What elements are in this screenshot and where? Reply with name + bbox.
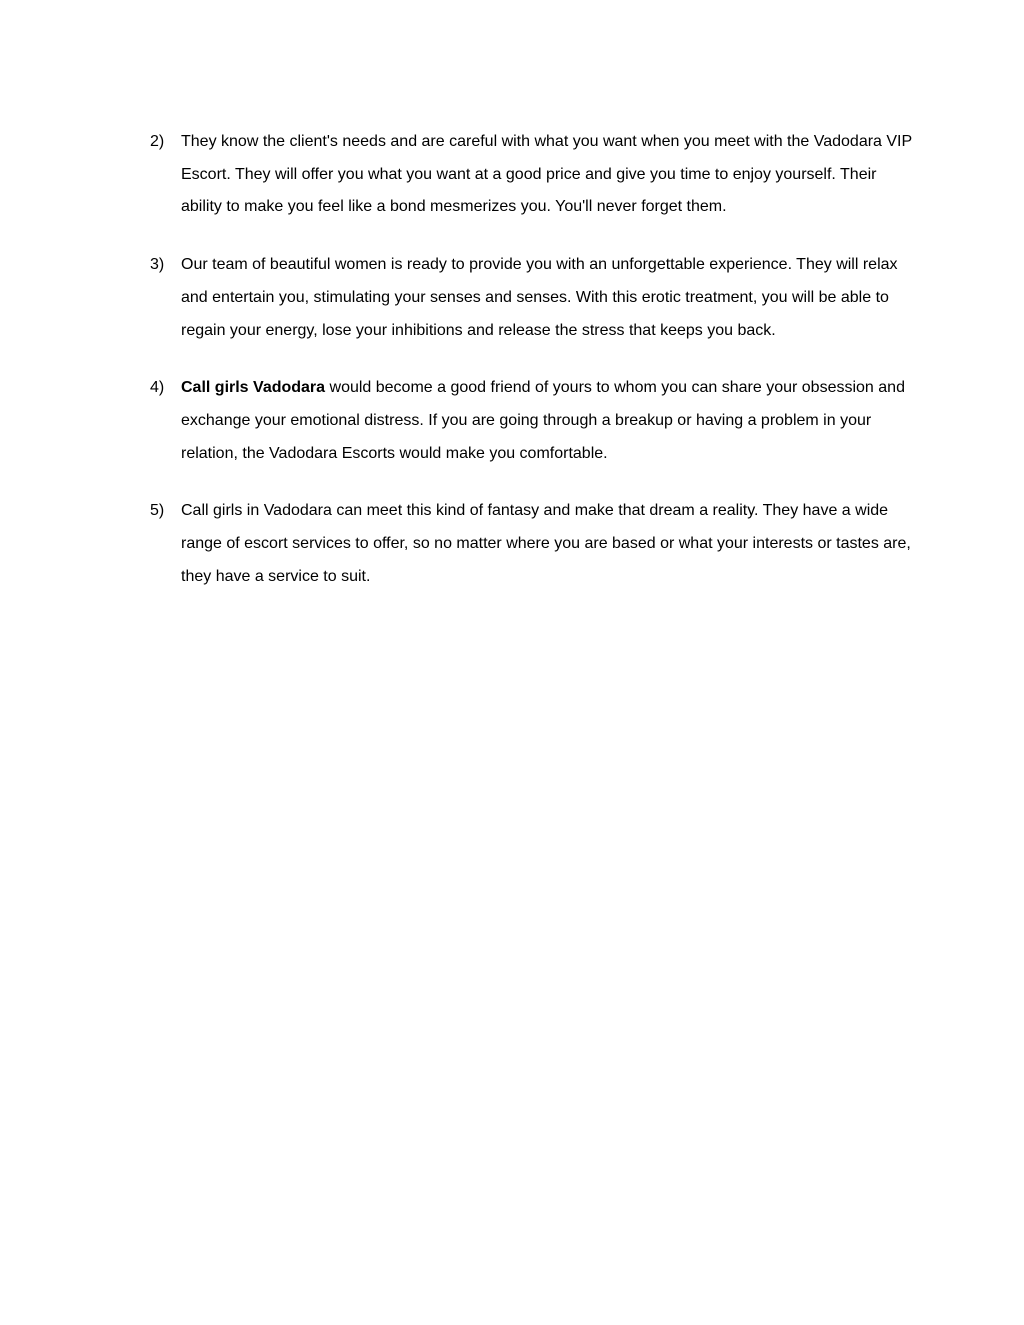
list-item-text	[181, 495, 915, 593]
list-item-number: 5)	[150, 502, 165, 520]
numbered-list	[150, 126, 915, 618]
list-item-body: They know the client's needs and are careful with what you want when you meet with the Vadodara VIP Escort. They will offer you what you want at a good price and give you time to enjoy yourself. Their ability to make you feel like a bond mesmerizes you. You'll never forget them.	[181, 133, 912, 216]
list-item	[150, 372, 915, 470]
list-item-text	[181, 249, 915, 347]
list-item-number: 2)	[150, 133, 165, 150]
list-item-body: Our team of beautiful women is ready to provide you with an unforgettable experience. They will relax and entertain you, stimulating your senses and senses. With this erotic treatment, you will be able to regain your energy, lose your inhibitions and release the stress that keeps you back.	[181, 256, 898, 339]
list-item-text	[181, 372, 915, 470]
list-item-body: would become a good friend of yours to whom you can share your obsession and exchange your emotional distress. If you are going through a breakup or having a problem in your relation, the Vadodara Escorts would make you comfortable.	[181, 379, 905, 462]
list-item-text	[181, 126, 915, 224]
list-item-number: 4)	[150, 379, 165, 397]
list-item-bold-phrase: Call girls Vadodara	[181, 379, 326, 397]
list-item	[150, 249, 915, 347]
list-item-number: 3)	[150, 256, 165, 274]
list-item-body: Call girls in Vadodara can meet this kind of fantasy and make that dream a reality. They have a wide range of escort services to offer, so no matter where you are based or what your interests or tastes are, they have a service to suit.	[181, 502, 911, 585]
list-item	[150, 495, 915, 593]
list-item	[150, 126, 915, 224]
